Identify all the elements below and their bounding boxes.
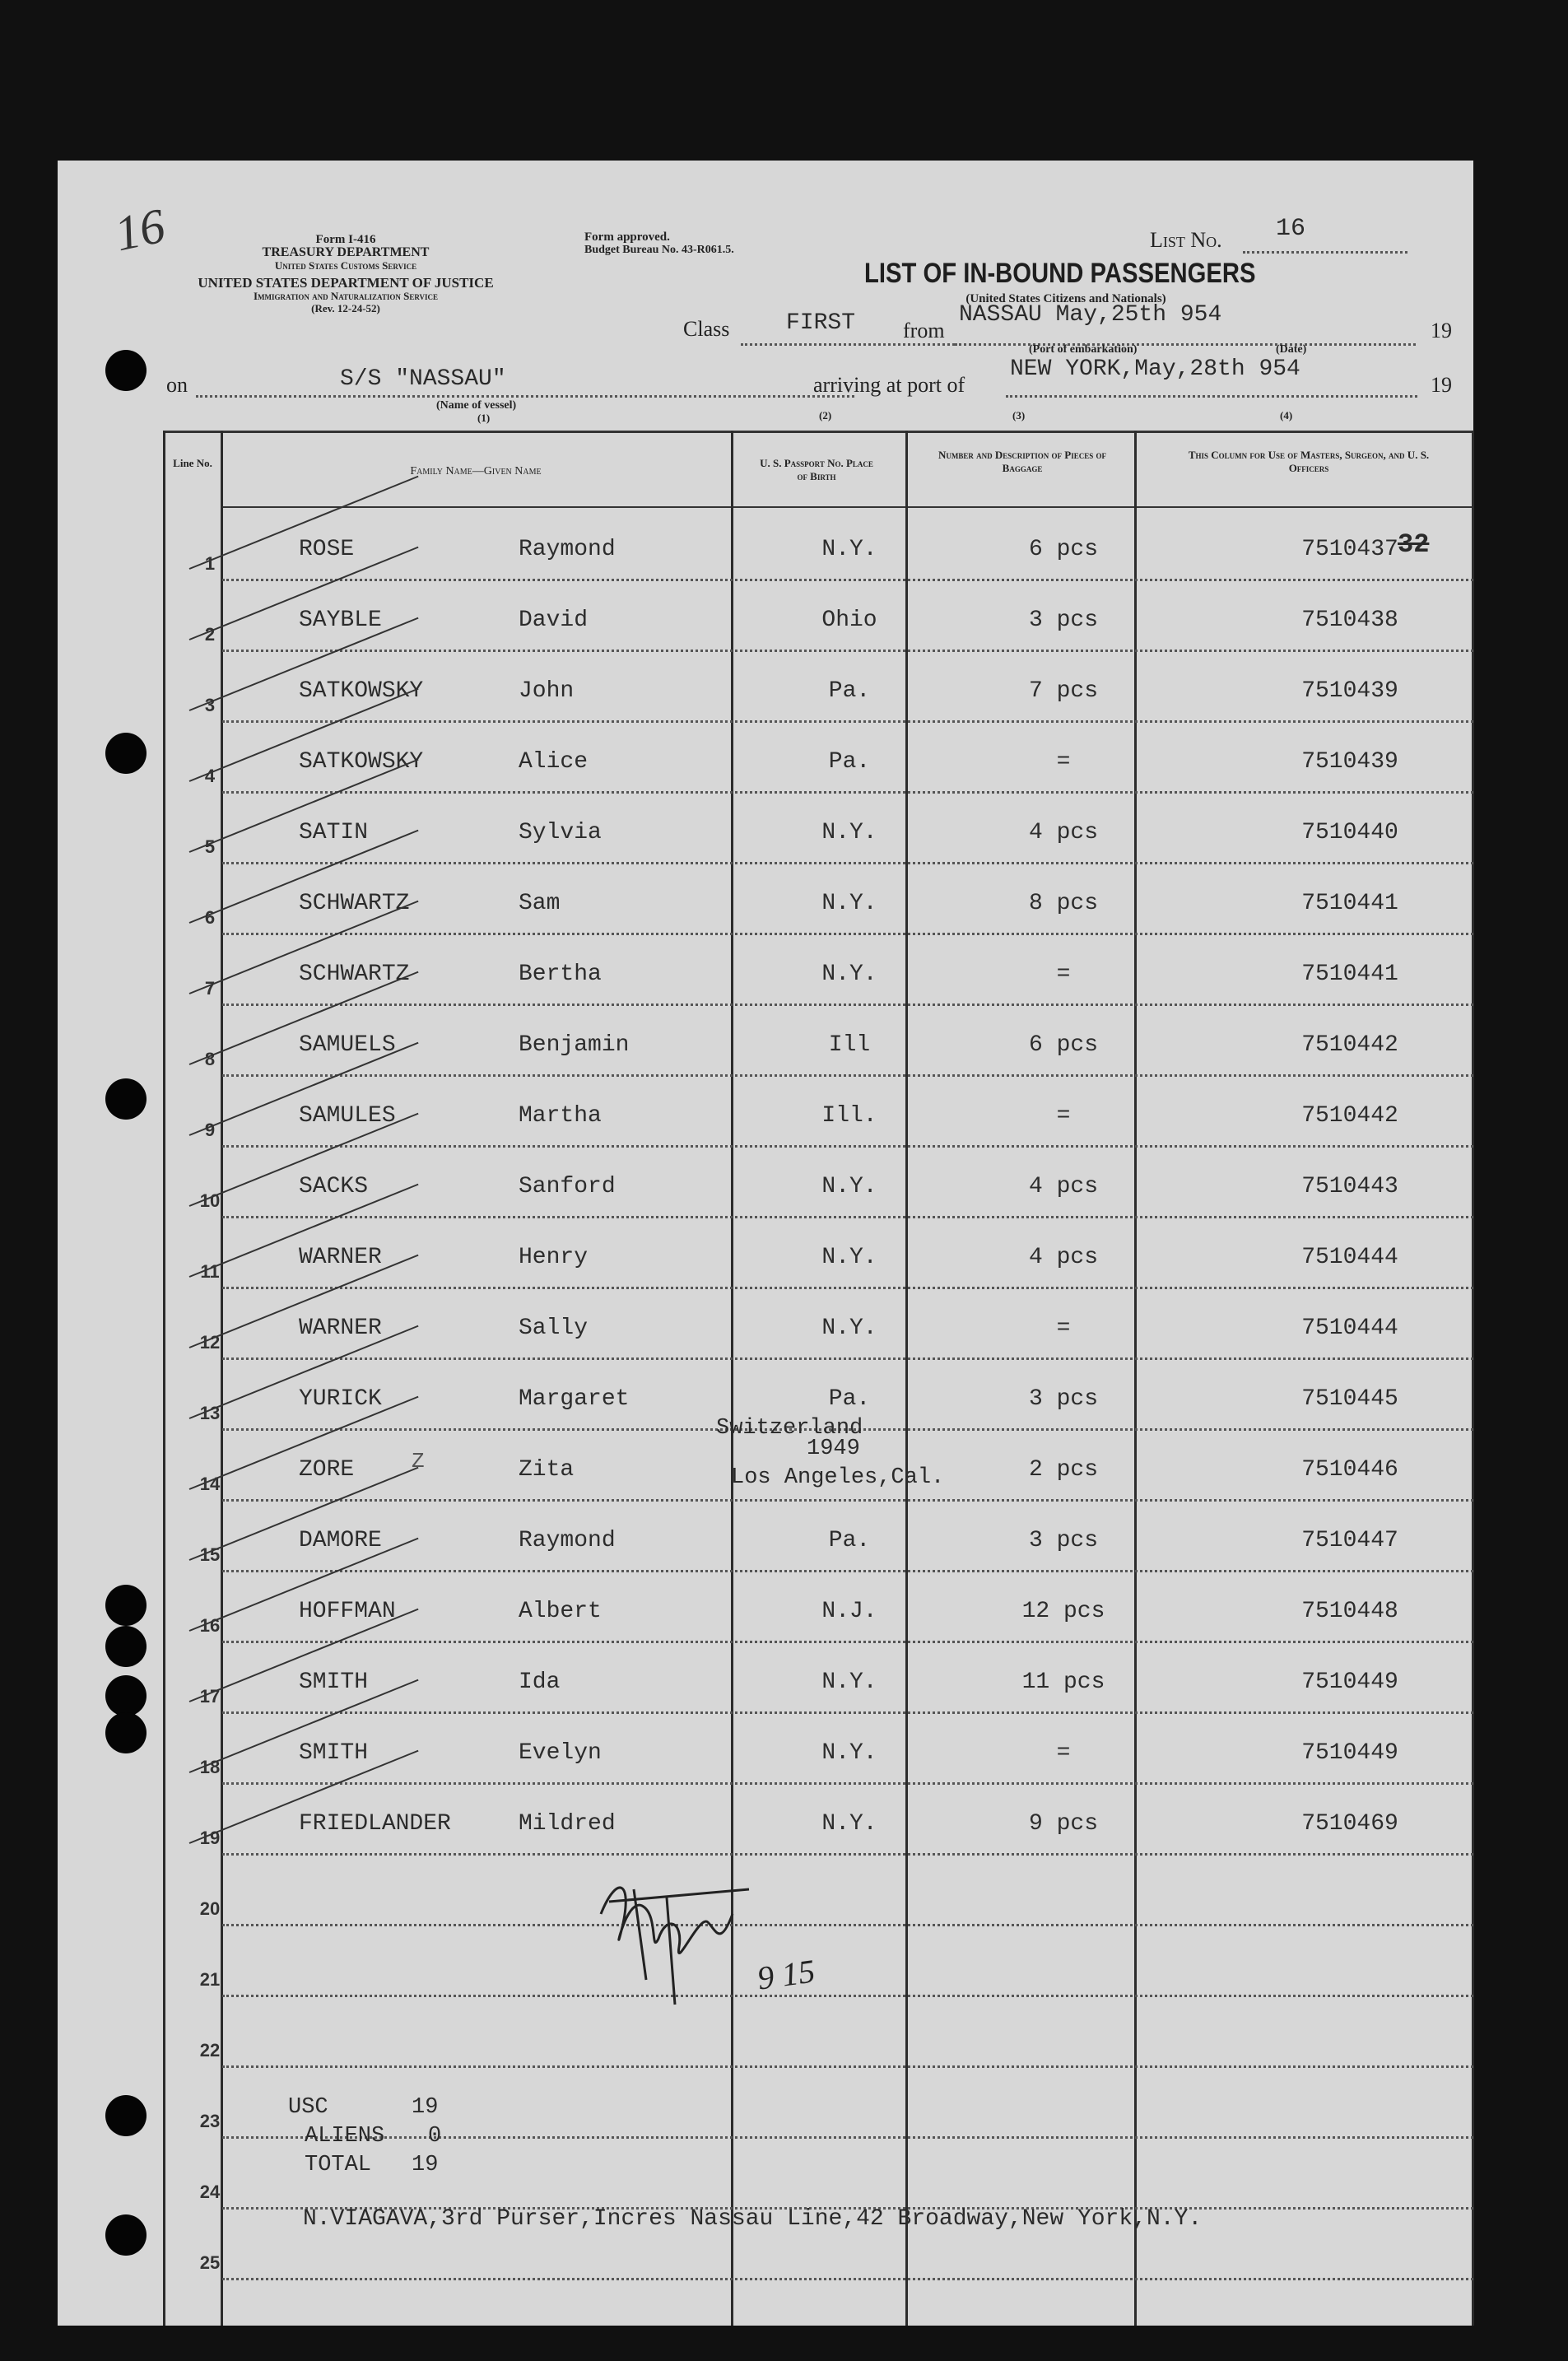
revision-date: (Rev. 12-24-52): [311, 302, 380, 314]
place-of-birth: Ill.: [821, 1103, 877, 1129]
baggage-count: =: [1056, 962, 1071, 987]
budget-bureau: Budget Bureau No. 43-R061.5.: [584, 244, 734, 256]
line-number: 3: [204, 695, 216, 715]
row-rule: [222, 2278, 1473, 2280]
line-number: 13: [199, 1403, 221, 1423]
line-number: 6: [204, 907, 216, 928]
class-label: Class: [683, 317, 730, 341]
officer-number: 7510438: [1301, 608, 1398, 633]
form-number: Form I-416: [315, 233, 376, 246]
family-name: SACKS: [299, 1174, 369, 1199]
table-row: [58, 1572, 1473, 1643]
header-line-no: Line No.: [173, 457, 212, 469]
officer-number: 7510441: [1301, 891, 1398, 916]
officer-number: 7510446: [1301, 1457, 1398, 1483]
family-name: WARNER: [299, 1245, 382, 1270]
class-value: FIRST: [786, 310, 856, 336]
class-rule: [741, 343, 955, 346]
col-4-caption: (4): [1280, 409, 1293, 421]
arriving-label: arriving at port of: [813, 373, 965, 397]
place-of-birth: N.Y.: [821, 537, 877, 562]
table-row: [58, 1714, 1473, 1785]
from-rule: [955, 343, 1416, 346]
place-of-birth: N.Y.: [821, 891, 877, 916]
vessel-caption: (Name of vessel): [436, 399, 517, 412]
customs-service: United States Customs Service: [274, 259, 417, 272]
line-number: 8: [204, 1049, 216, 1069]
officer-number: 7510442: [1301, 1032, 1398, 1058]
baggage-count: 4 pcs: [1028, 1245, 1098, 1270]
total-aliens-label: ALIENS: [305, 2124, 385, 2149]
officer-number: 7510444: [1301, 1245, 1398, 1270]
line-number: 10: [199, 1190, 221, 1211]
line-number: 22: [199, 2040, 221, 2061]
given-name: Raymond: [519, 1528, 616, 1553]
list-number: 16: [1276, 215, 1306, 243]
given-name: Raymond: [519, 537, 616, 562]
header-baggage: Number and Description of Pieces of Baggage: [938, 449, 1106, 474]
family-name: WARNER: [299, 1316, 382, 1341]
line-number: 23: [199, 2111, 221, 2131]
table-row: [58, 1148, 1473, 1218]
table-row: [58, 1289, 1473, 1360]
given-name: John: [519, 678, 575, 704]
baggage-count: 12 pcs: [1021, 1599, 1105, 1624]
table-row: [58, 1785, 1473, 1856]
table-header-rule: [222, 506, 1473, 508]
given-name: Ida: [519, 1669, 561, 1695]
total-usc-label: USC: [288, 2095, 328, 2120]
given-name: Albert: [519, 1599, 602, 1624]
baggage-count: 2 pcs: [1028, 1457, 1098, 1483]
line-number: 12: [199, 1332, 221, 1353]
place-of-birth: N.J.: [821, 1599, 877, 1624]
family-name: SAYBLE: [299, 608, 382, 633]
table-row: [58, 1218, 1473, 1289]
officer-number: 7510449: [1301, 1740, 1398, 1766]
officer-number: 7510437: [1301, 537, 1398, 562]
line-number: 16: [199, 1615, 221, 1636]
place-of-birth: N.Y.: [821, 1811, 877, 1837]
baggage-count: 6 pcs: [1028, 537, 1098, 562]
zore-birth-city: Los Angeles,Cal.: [731, 1465, 945, 1490]
officer-number: 7510440: [1301, 820, 1398, 845]
baggage-count: =: [1056, 1740, 1071, 1766]
family-name: SATIN: [299, 820, 369, 845]
baggage-count: 6 pcs: [1028, 1032, 1098, 1058]
zore-birth-year: 1949: [807, 1437, 860, 1461]
given-name: Sam: [519, 891, 561, 916]
place-of-birth: Ohio: [821, 608, 877, 633]
given-name: Evelyn: [519, 1740, 602, 1766]
header-officers: This Column for Use of Masters, Surgeon, and U. S. Officers: [1188, 449, 1430, 474]
place-of-birth: Pa.: [828, 749, 871, 775]
total-usc-value: 19: [412, 2095, 439, 2120]
table-row: [58, 1077, 1473, 1148]
justice-dept: UNITED STATES DEPARTMENT OF JUSTICE: [198, 275, 494, 291]
line-number: 15: [199, 1544, 221, 1565]
table-row: [58, 510, 1473, 581]
baggage-count: 4 pcs: [1028, 1174, 1098, 1199]
from-value: NASSAU May,25th 954: [959, 302, 1222, 328]
date-caption: (Date): [1276, 343, 1307, 356]
baggage-count: 11 pcs: [1021, 1669, 1105, 1695]
baggage-count: 4 pcs: [1028, 820, 1098, 845]
officer-number: 7510439: [1301, 678, 1398, 704]
officer-number: 7510439: [1301, 749, 1398, 775]
total-aliens-value: 0: [428, 2124, 442, 2149]
given-name: Margaret: [519, 1386, 630, 1412]
form-subtitle: (United States Citizens and Nationals): [965, 292, 1166, 305]
officer-number: 7510449: [1301, 1669, 1398, 1695]
officer-mark: 32: [1398, 529, 1430, 560]
year-prefix-2: 19: [1431, 373, 1452, 397]
given-name: Henry: [519, 1245, 589, 1270]
baggage-count: 8 pcs: [1028, 891, 1098, 916]
given-name: Mildred: [519, 1811, 616, 1837]
line-number: 24: [199, 2182, 221, 2202]
vessel-rule: [196, 395, 854, 398]
given-name: Alice: [519, 749, 589, 775]
vessel-name: S/S "NASSAU": [340, 366, 506, 392]
line-number: 18: [199, 1757, 221, 1777]
officer-number: 7510444: [1301, 1316, 1398, 1341]
table-top-rule: [163, 431, 1473, 433]
family-name: SAMULES: [299, 1103, 396, 1129]
zore-birth-country: Switzerland: [716, 1416, 863, 1441]
baggage-count: =: [1056, 1316, 1071, 1341]
table-row: [58, 581, 1473, 652]
form-title: LIST OF IN-BOUND PASSENGERS: [864, 258, 1256, 289]
place-of-birth: N.Y.: [821, 1316, 877, 1341]
line-number: 5: [204, 836, 216, 857]
signature-number: 9 15: [755, 1952, 817, 1997]
signature-scribble: [584, 1865, 798, 2021]
col-2-caption: (2): [819, 409, 832, 421]
family-name: SATKOWSKY: [299, 678, 424, 704]
on-label: on: [166, 373, 188, 397]
family-name: YURICK: [299, 1386, 382, 1412]
given-name: Benjamin: [519, 1032, 630, 1058]
baggage-count: 9 pcs: [1028, 1811, 1098, 1837]
baggage-count: 3 pcs: [1028, 608, 1098, 633]
family-name: SAMUELS: [299, 1032, 396, 1058]
table-row: [58, 2068, 1473, 2139]
baggage-count: 7 pcs: [1028, 678, 1098, 704]
given-name: Sanford: [519, 1174, 616, 1199]
arrival-value: NEW YORK,May,28th 954: [1010, 356, 1300, 382]
arrival-rule: [1006, 395, 1417, 398]
place-of-birth: Pa.: [828, 1528, 871, 1553]
given-name: Sylvia: [519, 820, 602, 845]
place-of-birth: N.Y.: [821, 1245, 877, 1270]
place-of-birth: N.Y.: [821, 1669, 877, 1695]
place-of-birth: N.Y.: [821, 820, 877, 845]
officer-number: 7510448: [1301, 1599, 1398, 1624]
family-name: SATKOWSKY: [299, 749, 424, 775]
line-number: 4: [204, 766, 216, 786]
line-number: 19: [199, 1828, 221, 1848]
line-number: 21: [199, 1969, 221, 1990]
officer-number: 7510443: [1301, 1174, 1398, 1199]
baggage-count: =: [1056, 1103, 1071, 1129]
given-name: Zita: [519, 1457, 575, 1483]
col-1-caption: (1): [477, 412, 491, 424]
line-number: 11: [200, 1261, 220, 1282]
given-name: Martha: [519, 1103, 602, 1129]
table-row: [58, 2139, 1473, 2210]
family-name: SMITH: [299, 1740, 369, 1766]
punch-hole: [105, 350, 147, 391]
line-number: 1: [204, 553, 216, 574]
purser-line: N.VIAGAVA,3rd Purser,Incres Nassau Line,42 Broadway,New York,N.Y.: [303, 2206, 1203, 2232]
line-number: 20: [199, 1898, 221, 1919]
year-prefix-1: 19: [1431, 319, 1452, 342]
family-name: SCHWARTZ: [299, 962, 410, 987]
place-of-birth: Ill: [828, 1032, 871, 1058]
table-row: [58, 723, 1473, 794]
line-number: 25: [199, 2252, 221, 2273]
table-row: [58, 1643, 1473, 1714]
family-name: DAMORE: [299, 1528, 382, 1553]
officer-number: 7510469: [1301, 1811, 1398, 1837]
baggage-count: 3 pcs: [1028, 1528, 1098, 1553]
total-all-label: TOTAL: [305, 2153, 372, 2177]
line-number: 9: [204, 1120, 216, 1140]
line-number: 7: [204, 978, 216, 999]
table-row: [58, 935, 1473, 1006]
document-sheet: [58, 161, 1473, 2326]
place-of-birth: Pa.: [828, 1386, 871, 1412]
table-row: [58, 1006, 1473, 1077]
officer-number: 7510441: [1301, 962, 1398, 987]
family-name: FRIEDLANDER: [299, 1811, 451, 1837]
baggage-count: =: [1056, 749, 1071, 775]
list-no-label: List No.: [1150, 228, 1222, 252]
col-3-caption: (3): [1012, 409, 1026, 421]
given-name: Bertha: [519, 962, 602, 987]
line-number: 14: [199, 1474, 221, 1494]
given-name: David: [519, 608, 589, 633]
officer-number: 7510442: [1301, 1103, 1398, 1129]
table-row: [58, 794, 1473, 864]
family-name: HOFFMAN: [299, 1599, 396, 1624]
family-name: ZORE: [299, 1457, 355, 1483]
list-no-rule: [1243, 251, 1407, 254]
corner-mark: 16: [109, 198, 170, 262]
treasury-dept: TREASURY DEPARTMENT: [262, 245, 430, 259]
table-row: [58, 1502, 1473, 1572]
baggage-count: 3 pcs: [1028, 1386, 1098, 1412]
line-number: 2: [204, 624, 216, 645]
header-passport: U. S. Passport No. Place of Birth: [760, 457, 873, 482]
ins-service: Immigration and Naturalization Service: [253, 290, 439, 302]
place-of-birth: Pa.: [828, 678, 871, 704]
family-name: ROSE: [299, 537, 355, 562]
officer-number: 7510447: [1301, 1528, 1398, 1553]
officer-number: 7510445: [1301, 1386, 1398, 1412]
family-name: SMITH: [299, 1669, 369, 1695]
header-name: Family Name—Given Name: [410, 465, 542, 477]
total-all-value: 19: [412, 2153, 439, 2177]
from-label: from: [903, 319, 945, 342]
port-embark-caption: (Port of embarkation): [1029, 343, 1138, 356]
given-name: Sally: [519, 1316, 589, 1341]
family-name: SCHWARTZ: [299, 891, 410, 916]
place-of-birth: N.Y.: [821, 1174, 877, 1199]
table-row: [58, 864, 1473, 935]
place-of-birth: N.Y.: [821, 1740, 877, 1766]
line-number: 17: [199, 1686, 221, 1707]
table-row: [58, 652, 1473, 723]
row14-initial: Z: [412, 1449, 425, 1474]
form-approved: Form approved.: [584, 231, 670, 244]
place-of-birth: N.Y.: [821, 962, 877, 987]
